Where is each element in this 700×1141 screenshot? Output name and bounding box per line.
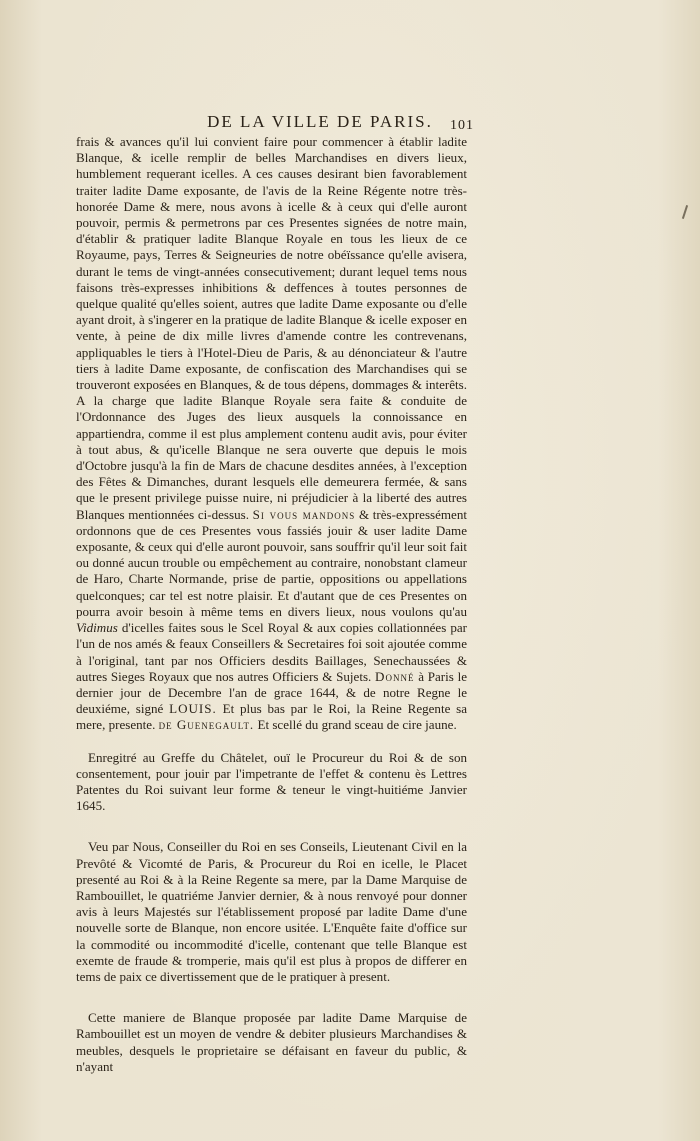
para1-smallcaps-guenegault: de Guenegault. [158,717,255,733]
paragraph-letters-patent [76,134,467,734]
para1-text-cont: & très-expressément ordonnons que de ces Presentes vous fassiés jouir & user ladite Dame exposante, & ceux qui d'elle auront pouvoir, sans souffrir qu'il leur soit fait ou donné aucun trouble ou empêchement au contraire, nonobstant clameur de Haro, Charte Normande, prise de partie, oppositions ou appellations quelconques; car tel est notre plaisir. Et d'autant que de ces Presentes on pourra avoir besoin à même tems en divers lieux, nous voulons qu'au [76,506,467,619]
running-header: DE LA VILLE DE PARIS. [207,112,433,131]
paragraph-gap [76,734,467,750]
para1-smallcaps-si-vous-mandons: Si vous mandons [252,506,356,522]
para1-text: frais & avances qu'il lui convient faire pour commencer à établir ladite Blanque, & icelle remplir de belles Marchandises en divers lieux, humblement requerant icelles. A ces causes desirant bien favorablement traiter ladite Dame exposante, de l'avis de la Reine Régente notre très-honorée Dame & mere, nous avons à icelle & à ceux qui d'elle auront pouvoir, permis & permetrons par ces Presentes signées de notre main, d'établir & pratiquer ladite Blanque Royale en tous les lieux de ce Royaume, pays, Terres & Seigneuries de notre obéïssance qu'elle avisera, durant le tems de vingt-années consecutivement; durant lequel tems nous faisons très-expresses inhibitions & deffences à toutes personnes de quelque qualité qu'elles soient, autres que ladite Dame exposante ou d'elle ayant droit, à s'ingerer en la pratique de ladite Blanque & icelle exposer en vente, à peine de dix mille livres d'amende contre les contrevenans, appliquables le tiers à l'Hotel-Dieu de Paris, & au dénonciateur & l'autre tiers à ladite Dame exposante, de confiscation des Marchandises qui se trouveront exposées en Blanques, & de tous dépens, dommages & interêts. A la charge que ladite Blanque Royale sera faite & conduite de l'Ordonnance des Juges des lieux ausquels la connoissance en appartiendra, comme il est plus amplement contenu audit avis, pour éviter à tout abus, & qu'icelle Blanque ne sera ouverte que depuis le mois d'Octobre jusqu'à la fin de Mars de chacune desdites années, à l'exception des Fêtes & Dimanches, durant lesquels elle demeurera fermée, & sans que le present privilege puisse nuire, ni préjudicier à la liberté des autres Blanques mentionnées ci-dessus. [76,134,467,522]
para1-smallcaps-louis: LOUIS. [169,701,217,717]
page-number: 101 [450,118,474,133]
para1-text-cont4: Et plus bas par le Roi, la Reine Regente sa mere, presente. [76,701,468,733]
para1-text-cont3: à Paris le dernier jour de Decembre l'an de grace 1644, & de notre Regne le deuxiéme, signé [76,668,468,717]
paragraph-gap [76,985,467,1010]
para1-smallcaps-donne: Donné [375,668,415,684]
paragraph-registration: Enregitré au Greffe du Châtelet, ouï le Procureur du Roi & de son consentement, pour jouir par l'impetrante de l'effet & contenu ès Lettres Patentes du Roi suivant leur forme & teneur le vingt-huitiéme Janvier 1645. [76,749,467,814]
margin-mark [682,205,688,219]
para1-vidimus: Vidimus [76,620,118,636]
paragraph-blanque-maniere: Cette maniere de Blanque proposée par ladite Dame Marquise de Rambouillet est un moyen de vendre & debiter plusieurs Marchandises & meubles, desquels le proprietaire se défaisant en faveur du public, & n'ayant [76,1010,467,1074]
paragraph-gap [76,814,467,839]
paragraph-veu-par-nous: Veu par Nous, Conseiller du Roi en ses Conseils, Lieutenant Civil en la Prevôté & Vicomté de Paris, & Procureur du Roi en icelle, le Placet presenté au Roi & à la Reine Regente sa mere, par la Dame Marquise de Rambouillet, le quatriéme Janvier dernier, & à nous renvoyé pour donner avis à leurs Majestés sur l'établissement proposé par ladite Dame d'une nouvelle sorte de Blanque, non encore usitée. L'Enquête faite d'office sur la commodité ou incommodité d'icelle, contenant que telle Blanque est exemte de fraude & tromperie, mais qu'il est plus à propos de differer en tems de paix ce divertissement que de le pratiquer à present. [76,839,467,984]
para1-text-cont5: Et scellé du grand sceau de cire jaune. [257,717,457,733]
para1-text-cont2: d'icelles faites sous le Scel Royal & aux copies collationnées par l'un de nos amés & feaux Conseillers & Secretaires foi soit ajoutée comme à l'original, tant par nos Officiers desdits Baillages, Senechaussées & autres Sieges Royaux que nos autres Officiers & Sujets. [76,620,467,684]
body-text [76,134,467,1075]
